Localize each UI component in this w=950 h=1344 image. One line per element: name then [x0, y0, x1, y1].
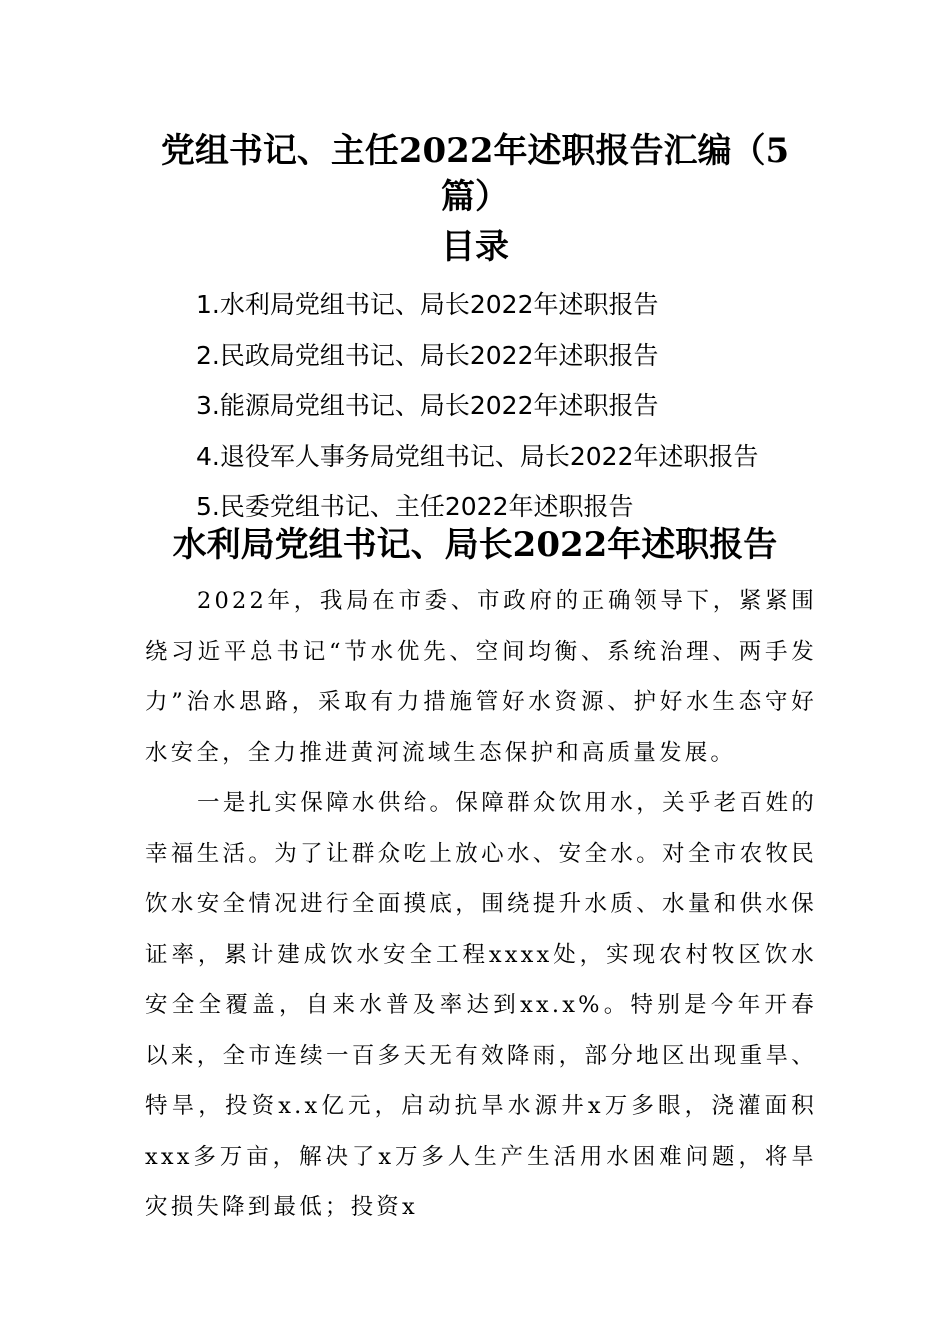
document-title: 党组书记、主任2022年述职报告汇编（5篇）	[160, 131, 790, 217]
body-paragraph: 2022年，我局在市委、市政府的正确领导下，紧紧围绕习近平总书记“节水优先、空间均衡、系统治理、两手发力”治水思路，采取有力措施管好水资源、护好水生态守好水安全，全力推进黄河流域生态保护和高质量发展。	[145, 588, 817, 766]
toc-item: 4.退役军人事务局党组书记、局长2022年述职报告	[196, 441, 759, 471]
section-title: 水利局党组书记、局长2022年述职报告	[172, 525, 778, 565]
toc-item: 5.民委党组书记、主任2022年述职报告	[196, 492, 634, 521]
body-paragraph: 一是扎实保障水供给。保障群众饮用水，关乎老百姓的幸福生活。为了让群众吃上放心水、安全水。对全市农牧民饮水安全情况进行全面摸底，围绕提升水质、水量和供水保证率，累计建成饮水安全工程xxxx处，实现农村牧区饮水安全全覆盖，自来水普及率达到xx.x%。特别是今年开春以来，全市连续一百多天无有效降雨，部分地区出现重旱、特旱，投资x.x亿元，启动抗旱水源井x万多眼，浇灌面积xxx多万亩，解决了x万多人生产生活用水困难问题，将旱灾损失降到最低；投资x	[145, 790, 817, 1220]
toc-heading: 目录	[441, 227, 509, 267]
toc-item: 1.水利局党组书记、局长2022年述职报告	[196, 290, 659, 319]
table-of-contents	[196, 280, 876, 533]
toc-item: 2.民政局党组书记、局长2022年述职报告	[196, 340, 659, 370]
toc-item: 3.能源局党组书记、局长2022年述职报告	[196, 391, 659, 420]
